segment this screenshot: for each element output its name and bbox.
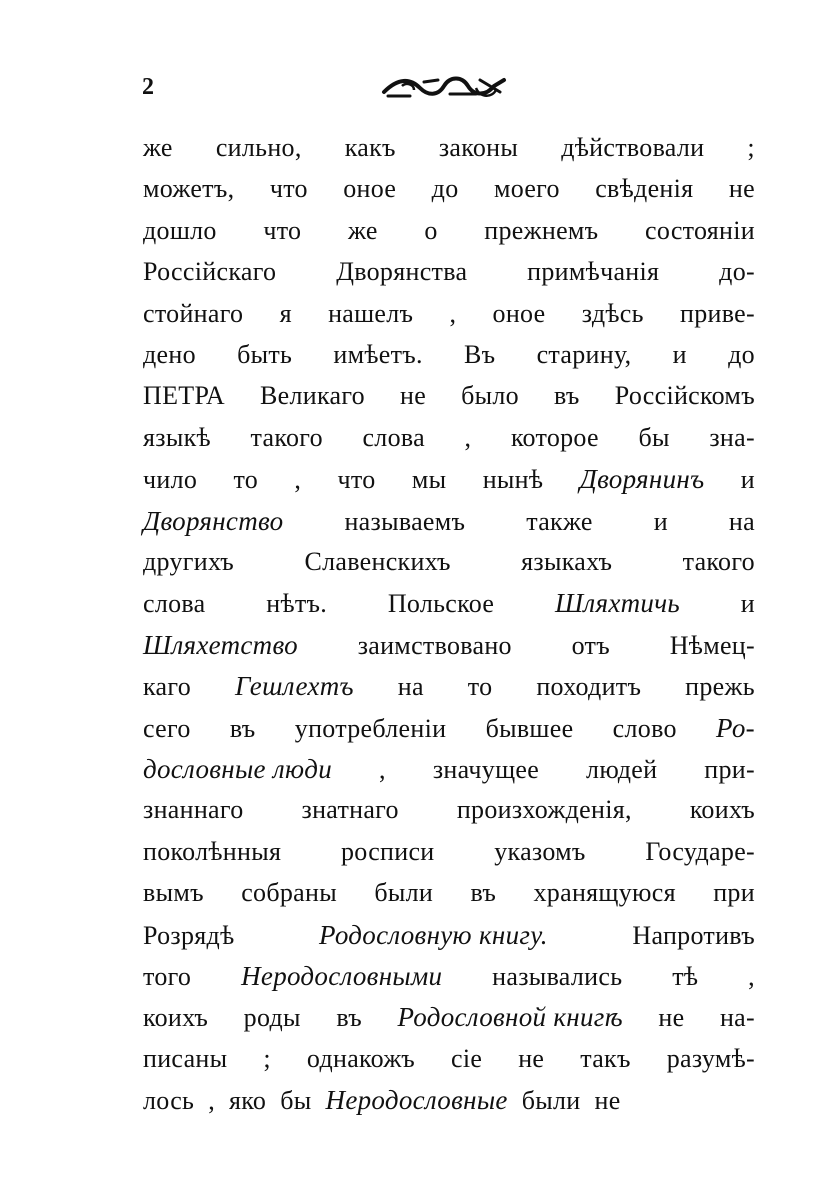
word: здѣсь xyxy=(581,298,644,328)
word: бы xyxy=(280,1086,312,1116)
word: нынѣ xyxy=(482,465,544,495)
word: при- xyxy=(704,755,755,784)
word: другихъ xyxy=(143,547,235,576)
word: тѣ xyxy=(672,962,699,991)
word: Россійскомъ xyxy=(614,381,755,411)
word: старину, xyxy=(536,340,632,369)
word: въ xyxy=(470,878,497,908)
word: имѣетъ. xyxy=(333,340,423,369)
word: и xyxy=(740,589,755,619)
word: Розрядѣ xyxy=(143,920,235,950)
word: слова xyxy=(143,589,206,619)
word: не xyxy=(518,1043,545,1073)
word: не xyxy=(658,1003,685,1033)
word: ; xyxy=(263,1043,271,1073)
word: разумѣ- xyxy=(666,1043,755,1073)
word: лось xyxy=(143,1086,195,1116)
word: слова xyxy=(362,422,425,452)
word: знатнаго xyxy=(301,795,399,825)
text-line xyxy=(143,169,755,209)
word: свѣденія xyxy=(595,174,694,204)
text-line xyxy=(143,1080,755,1120)
text-line xyxy=(143,708,755,748)
word: до xyxy=(431,174,459,204)
word: дено xyxy=(143,340,196,369)
word: и xyxy=(740,465,755,495)
word: сіе xyxy=(450,1043,483,1073)
word: писаны xyxy=(143,1043,228,1073)
word: , xyxy=(208,1086,216,1116)
word: бы xyxy=(638,422,670,452)
text-line xyxy=(143,418,755,458)
word: Славенскихъ xyxy=(304,547,451,576)
word: Напротивъ xyxy=(632,920,755,950)
word: называемъ xyxy=(344,506,466,536)
word: моего xyxy=(493,174,560,204)
word: росписи xyxy=(340,836,435,866)
word: состояніи xyxy=(645,215,755,245)
word: указомъ xyxy=(494,836,586,866)
word: не xyxy=(399,381,427,411)
italic-term: Ро- xyxy=(716,712,755,743)
word: Нѣмец- xyxy=(669,630,755,660)
word: дошло xyxy=(143,215,217,245)
word: вымъ xyxy=(143,878,204,908)
word: произхожденія, xyxy=(456,795,632,825)
word: примѣчанія xyxy=(527,257,660,287)
word: законы xyxy=(438,133,519,162)
text-line xyxy=(143,956,755,996)
word: стойнаго xyxy=(143,298,244,328)
word: поколѣнныя xyxy=(143,836,282,866)
text-line xyxy=(143,749,755,789)
text-line xyxy=(143,335,755,375)
word: , xyxy=(464,422,472,452)
italic-term: Шляхетство xyxy=(143,629,298,660)
word: однакожъ xyxy=(306,1043,415,1073)
word: не xyxy=(594,1086,621,1116)
word: ПЕТРА xyxy=(143,381,225,411)
text-line xyxy=(143,459,755,499)
word: значущее xyxy=(432,755,540,784)
text-line xyxy=(143,997,755,1037)
word: было xyxy=(461,381,519,411)
word: и xyxy=(653,506,668,536)
word: походитъ xyxy=(536,672,642,702)
text-line xyxy=(143,915,755,955)
word: такого xyxy=(250,422,323,452)
word: до- xyxy=(719,257,755,287)
word: на xyxy=(397,672,424,702)
italic-term: Родословную книгу. xyxy=(319,919,548,950)
word: на- xyxy=(719,1003,755,1033)
word: ; xyxy=(747,133,755,162)
word: Въ xyxy=(464,340,496,369)
word: въ xyxy=(336,1003,362,1033)
text-line xyxy=(143,1039,755,1079)
word: заимствовано xyxy=(357,630,512,660)
text-line xyxy=(143,873,755,913)
word: также xyxy=(526,506,593,536)
word: то xyxy=(233,465,259,495)
word: я xyxy=(279,298,292,328)
word: были xyxy=(521,1086,581,1116)
word: того xyxy=(143,962,192,991)
word: прежь xyxy=(685,672,755,702)
italic-term: Неродословные xyxy=(325,1085,508,1116)
text-line xyxy=(143,252,755,292)
word: языкѣ xyxy=(143,422,211,452)
word: отъ xyxy=(571,630,610,660)
word: знаннаго xyxy=(143,795,244,825)
word: оное xyxy=(492,298,546,328)
word: Государе- xyxy=(645,836,755,866)
italic-term: дословные люди xyxy=(143,754,333,784)
word: , xyxy=(449,298,457,328)
word: же xyxy=(143,133,173,162)
word: Польское xyxy=(387,589,495,619)
word: какъ xyxy=(344,133,396,162)
italic-term: Гешлехтъ xyxy=(234,671,354,702)
word: можетъ, xyxy=(143,174,235,204)
italic-term: Неродословными xyxy=(241,961,443,991)
word: сего xyxy=(143,713,191,743)
word: прежнемъ xyxy=(484,215,599,245)
word: роды xyxy=(243,1003,301,1033)
word: же xyxy=(347,215,378,245)
text-line xyxy=(143,832,755,872)
word: собраны xyxy=(241,878,337,908)
word: что xyxy=(263,215,302,245)
word: коихъ xyxy=(689,795,755,825)
word: , xyxy=(748,962,755,991)
word: до xyxy=(728,340,755,369)
text-line xyxy=(143,583,755,623)
italic-term: Родословной книгѣ xyxy=(397,1002,623,1033)
word: хранящуюся xyxy=(533,878,676,908)
text-line xyxy=(143,501,755,541)
word: чило xyxy=(143,465,198,495)
word: , xyxy=(379,755,386,784)
word: что xyxy=(269,174,308,204)
word: и xyxy=(672,340,687,369)
headpiece-flourish-icon xyxy=(380,72,508,102)
text-line xyxy=(143,790,755,830)
word: въ xyxy=(553,381,580,411)
text-line xyxy=(143,211,755,251)
word: языкахъ xyxy=(521,547,613,576)
word: при xyxy=(713,878,755,908)
page-number: 2 xyxy=(142,74,154,100)
word: то xyxy=(467,672,493,702)
word: мы xyxy=(411,465,447,495)
word: бывшее xyxy=(485,713,574,743)
italic-term: Дворянство xyxy=(143,505,284,536)
italic-term: Дворянинъ xyxy=(579,464,705,495)
word: Россійскаго xyxy=(143,257,277,287)
word: нашелъ xyxy=(328,298,414,328)
word: въ xyxy=(229,713,256,743)
word: , xyxy=(294,465,302,495)
word: людей xyxy=(586,755,658,784)
word: такъ xyxy=(580,1043,631,1073)
text-line xyxy=(143,625,755,665)
word: назывались xyxy=(492,962,623,991)
word: которое xyxy=(510,422,599,452)
text-line xyxy=(143,666,755,706)
word: на xyxy=(728,506,755,536)
word: что xyxy=(337,465,376,495)
word: коихъ xyxy=(143,1003,209,1033)
word: не xyxy=(728,174,755,204)
word: о xyxy=(424,215,438,245)
word: были xyxy=(374,878,434,908)
italic-term: Шляхтичь xyxy=(554,588,681,619)
word: яко xyxy=(229,1086,267,1116)
text-line xyxy=(143,128,755,168)
text-line xyxy=(143,294,755,334)
word: оное xyxy=(343,174,397,204)
word: слово xyxy=(612,713,677,743)
word: такого xyxy=(682,547,755,576)
text-line xyxy=(143,542,755,582)
word: Дворянства xyxy=(336,257,468,287)
word: быть xyxy=(237,340,293,369)
text-line xyxy=(143,376,755,416)
word: зна- xyxy=(709,422,755,452)
word: нѣтъ. xyxy=(266,589,328,619)
word: каго xyxy=(143,672,191,702)
word: Великаго xyxy=(259,381,365,411)
word: сильно, xyxy=(215,133,302,162)
word: употребленіи xyxy=(294,713,447,743)
word: приве- xyxy=(680,298,755,328)
word: дѣйствовали xyxy=(561,133,705,162)
